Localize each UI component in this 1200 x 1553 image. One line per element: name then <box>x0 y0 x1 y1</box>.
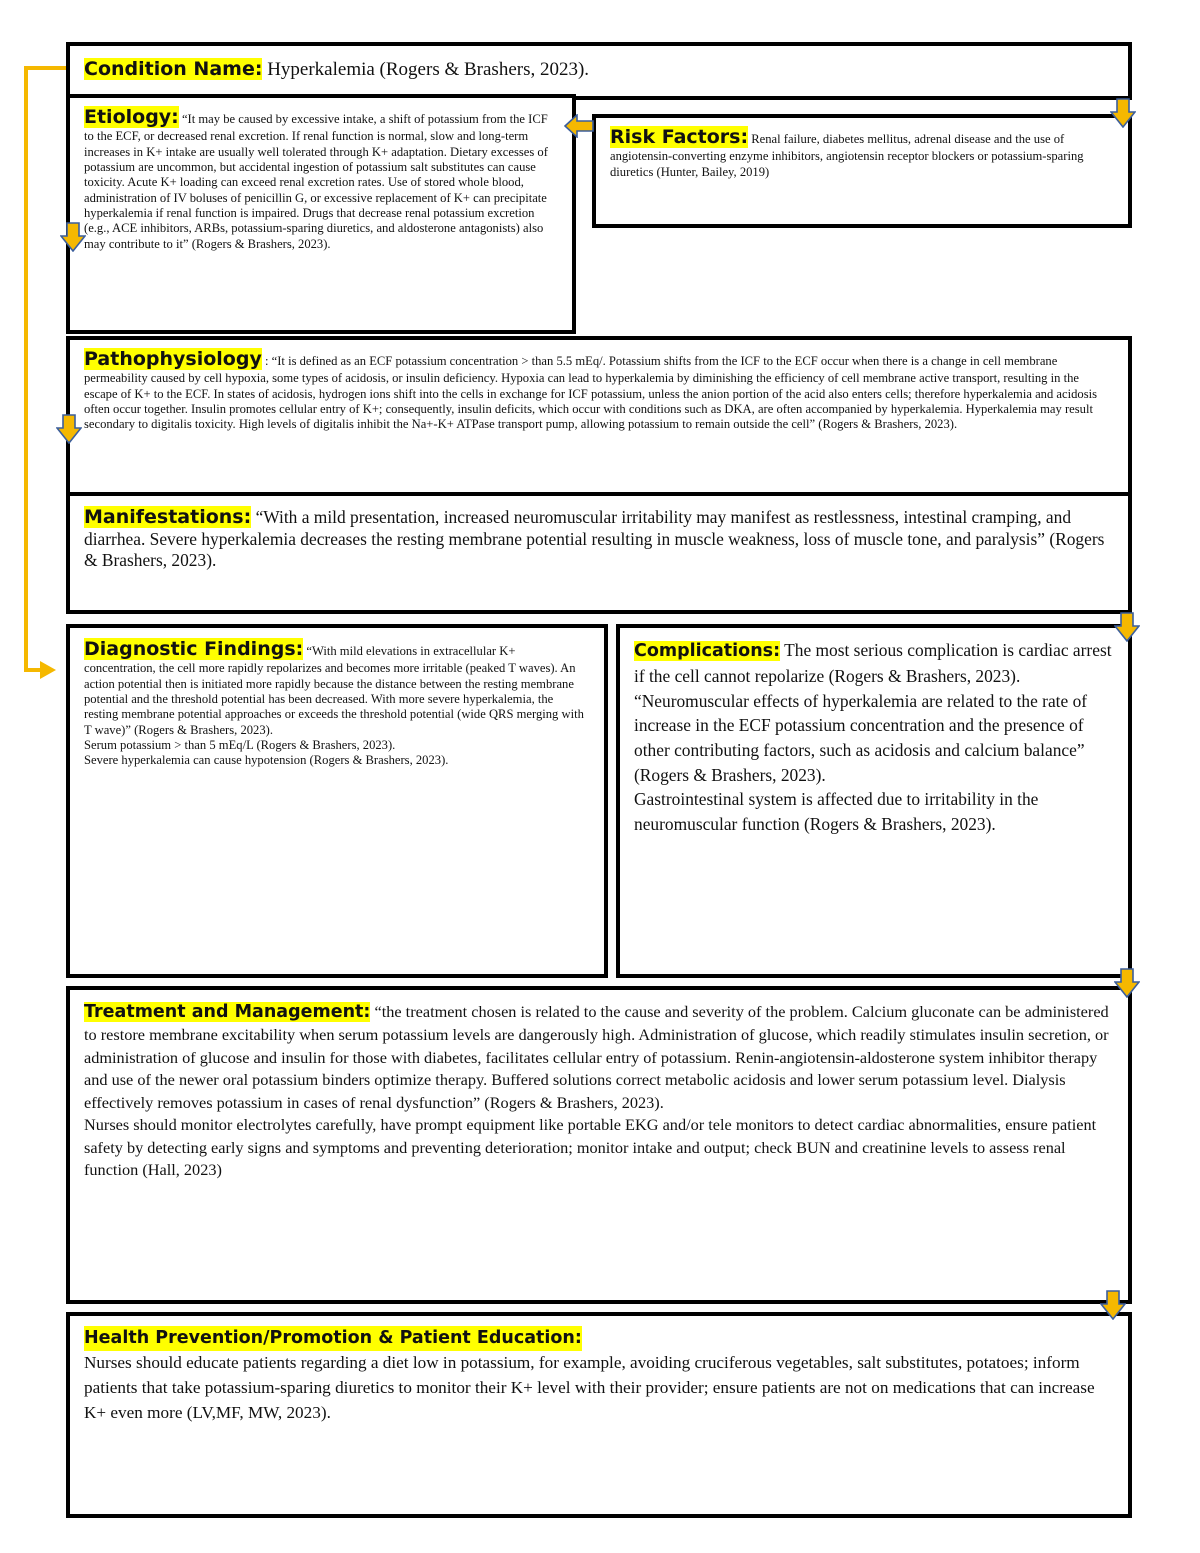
arrow-down-icon <box>1114 968 1140 998</box>
etiology-text: “It may be caused by excessive intake, a shift of potassium from the ICF to the ECF, or decreased renal excretion. If renal function is normal, slow and long-term increases in K+ intake are usually well tolerated through K+ adaptation. Dietary excesses of potassium are uncommon, but accidental ingestion of potassium salt substitutes can cause toxicity. Acute K+ loading can exceed renal excretion rates. Use of stored whole blood, administration of IV boluses of penicillin G, or excessive replacement of K+ can precipitate hyperkalemia if renal function is impaired. Drugs that decrease renal potassium excretion (e.g., ACE inhibitors, ARBs, potassium-sparing diuretics, and aldosterone antagonists) also may contribute to it” (Rogers & Brashers, 2023). <box>84 112 548 251</box>
diagnostic-label: Diagnostic Findings: <box>84 638 304 660</box>
arrow-down-icon <box>1110 98 1136 128</box>
treatment-text-1: “the treatment chosen is related to the cause and severity of the problem. Calcium gluconate can be administered to restore membrane excitability when serum potassium levels are dangerously high. Administration of glucose, which readily stimulates insulin secretion, or administration of glucose and insulin for those with diabetes, facilitates cellular entry of potassium. Renin-angiotensin-aldosterone system inhibitor therapy and use of the newer oral potassium binders optimize therapy. Buffered solutions correct metabolic acidosis and lower serum potassium level. Dialysis effectively removes potassium in cases of renal dysfunction” (Rogers & Brashers, 2023). <box>84 1002 1109 1112</box>
arrow-down-icon <box>1114 612 1140 642</box>
etiology-label: Etiology: <box>84 106 179 128</box>
connector-line-top <box>24 66 70 70</box>
arrow-left-icon <box>564 114 594 138</box>
etiology-box <box>66 94 576 334</box>
treatment-text-2: Nurses should monitor electrolytes carefully, have prompt equipment like portable EKG and/or tele monitors to detect cardiac abnormalities, ensure patient safety by detecting early signs and symptoms and preventing deterioration; monitor intake and output; check BUN and creatinine levels to assess renal function (Hall, 2023) <box>84 1115 1097 1180</box>
risk-factors-text: Renal failure, diabetes mellitus, adrenal disease and the use of angiotensin-converting enzyme inhibitors, angiotensin receptor blockers or potassium-sparing diuretics (Hunter, Bailey, 2019) <box>610 132 1084 179</box>
connector-line-vertical <box>24 66 28 672</box>
condition-name-box <box>66 42 1132 100</box>
risk-factors-box <box>592 114 1132 228</box>
treatment-label: Treatment and Management: <box>84 1002 371 1022</box>
health-promotion-box <box>66 1312 1132 1518</box>
arrow-down-icon <box>60 222 86 252</box>
connector-arrowhead-icon <box>40 661 56 679</box>
condition-text: Hyperkalemia (Rogers & Brashers, 2023). <box>267 59 590 80</box>
diagnostic-findings-box <box>66 624 608 978</box>
pathophysiology-text: : “It is defined as an ECF potassium concentration > than 5.5 mEq/. Potassium shifts from the ICF to the ECF occur when there is a change in cell membrane permeability caused by cell hypoxia, some types of acidosis, or insulin deficiency. Hypoxia can lead to hyperkalemia by diminishing the efficiency of cell membrane active transport, resulting in the escape of K+ to the ECF. In states of acidosis, hydrogen ions shift into the cells in exchange for ICF potassium, unless the anion portion of the acid also enters cells; therefore hyperkalemia and acidosis often occur together. Insulin promotes cellular entry of K+; consequently, insulin deficits, which occur with conditions such as DKA, are often accompanied by hyperkalemia. Hyperkalemia may result secondary to digitalis toxicity. High levels of digitalis inhibit the Na+-K+ ATPase transport pump, allowing potassium to remain outside the cell” (Rogers & Brashers, 2023). <box>84 354 1097 432</box>
pathophysiology-box <box>66 336 1132 496</box>
diagnostic-text-2: Serum potassium > than 5 mEq/L (Rogers & Brashers, 2023). <box>84 737 396 752</box>
manifestations-box <box>66 492 1132 614</box>
risk-factors-label: Risk Factors: <box>610 126 749 148</box>
manifestations-label: Manifestations: <box>84 506 252 528</box>
pathophysiology-label: Pathophysiology <box>84 348 262 370</box>
arrow-down-icon <box>56 414 82 444</box>
complications-text-3: Gastrointestinal system is affected due to irritability in the neuromuscular function (Rogers & Brashers, 2023). <box>634 789 1039 835</box>
health-label: Health Prevention/Promotion & Patient Education: <box>84 1326 582 1351</box>
complications-label: Complications: <box>634 641 781 661</box>
treatment-box <box>66 986 1132 1304</box>
diagnostic-text-3: Severe hyperkalemia can cause hypotension (Rogers & Brashers, 2023). <box>84 753 449 768</box>
complications-box <box>616 624 1132 978</box>
manifestations-text: “With a mild presentation, increased neuromuscular irritability may manifest as restlessness, intestinal cramping, and diarrhea. Severe hyperkalemia decreases the resting membrane potential resulting in muscle weakness, loss of muscle tone, and paralysis” (Rogers & Brashers, 2023). <box>84 507 1105 571</box>
condition-label: Condition Name: <box>84 58 263 80</box>
diagnostic-text-1: “With mild elevations in extracellular K+ concentration, the cell more rapidly repolarizes and becomes more irritable (peaked T waves). An action potential then is initiated more rapidly because the distance between the resting membrane potential and the threshold potential has been decreased. With more severe hyperkalemia, the resting membrane potential approaches or exceeds the threshold potential (wide QRS merging with T wave)” (Rogers & Brashers, 2023). <box>84 644 584 737</box>
health-text: Nurses should educate patients regarding a diet low in potassium, for example, avoiding cruciferous vegetables, salt substitutes, potatoes; inform patients that take potassium-sparing diuretics to monitor their K+ level with their provider; ensure patients are not on medications that can increase K+ even more (LV,MF, MW, 2023). <box>84 1353 1095 1423</box>
arrow-down-icon <box>1100 1290 1126 1320</box>
complications-text-1: The most serious complication is cardiac arrest if the cell cannot repolarize (Rogers & Brashers, 2023). <box>634 640 1112 686</box>
complications-text-2: “Neuromuscular effects of hyperkalemia are related to the rate of increase in the ECF potassium concentration and the presence of other contributing factors, such as acidosis and calcium balance” (Rogers & Brashers, 2023). <box>634 690 1088 785</box>
